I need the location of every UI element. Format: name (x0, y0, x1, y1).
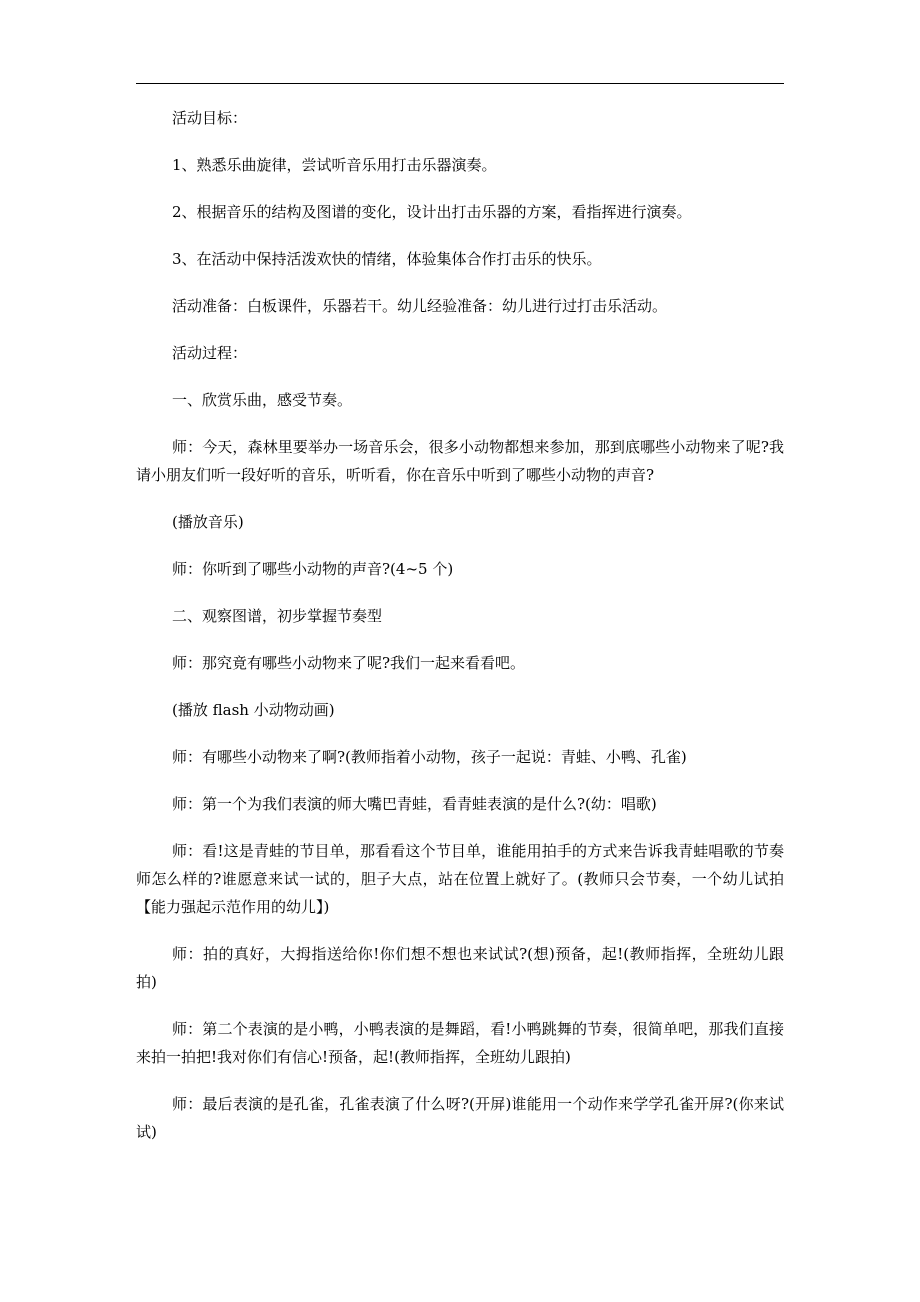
paragraph-section-2: 二、观察图谱，初步掌握节奏型 (172, 607, 383, 625)
header-rule (136, 83, 784, 84)
paragraph-teacher-praise: 师：拍的真好，大拇指送给你!你们想不想也来试试?(想)预备，起!(教师指挥，全班幼儿跟拍) (136, 945, 784, 991)
paragraph-section-1: 一、欣赏乐曲，感受节奏。 (172, 391, 353, 409)
paragraph-teacher-duck: 师：第二个表演的是小鸭，小鸭表演的是舞蹈，看!小鸭跳舞的节奏，很简单吧，那我们直接来拍一拍把!我对你们有信心!预备，起!(教师指挥，全班幼儿跟拍) (136, 1020, 784, 1066)
paragraph-goal-2: 2、根据音乐的结构及图谱的变化，设计出打击乐器的方案，看指挥进行演奏。 (172, 203, 692, 221)
paragraph-process-heading: 活动过程： (172, 344, 248, 362)
paragraph-play-music: (播放音乐) (172, 513, 244, 531)
paragraph-goal-1: 1、熟悉乐曲旋律，尝试听音乐用打击乐器演奏。 (172, 156, 497, 174)
paragraph-teacher-peacock: 师：最后表演的是孔雀，孔雀表演了什么呀?(开屏)谁能用一个动作来学学孔雀开屏?(你来试试) (136, 1095, 784, 1141)
paragraph-teacher-question: 师：你听到了哪些小动物的声音?(4~5 个) (172, 560, 454, 578)
paragraph-preparation: 活动准备：白板课件，乐器若干。幼儿经验准备：幼儿进行过打击乐活动。 (172, 297, 668, 315)
paragraph-play-flash: (播放 flash 小动物动画) (172, 701, 335, 719)
paragraph-goal-3: 3、在活动中保持活泼欢快的情绪，体验集体合作打击乐的快乐。 (172, 250, 602, 268)
paragraph-teacher-intro: 师：今天，森林里要举办一场音乐会，很多小动物都想来参加，那到底哪些小动物来了呢?我请小朋友们听一段好听的音乐，听听看，你在音乐中听到了哪些小动物的声音? (136, 438, 784, 484)
paragraph-teacher-which-animals: 师：那究竟有哪些小动物来了呢?我们一起来看看吧。 (172, 654, 526, 672)
document-body (136, 104, 784, 1165)
paragraph-activity-goals: 活动目标： (172, 109, 248, 127)
paragraph-teacher-animals-came: 师：有哪些小动物来了啊?(教师指着小动物，孩子一起说：青蛙、小鸭、孔雀) (172, 748, 687, 766)
paragraph-teacher-frog: 师：第一个为我们表演的师大嘴巴青蛙，看青蛙表演的是什么?(幼：唱歌) (172, 795, 657, 813)
paragraph-teacher-program: 师：看!这是青蛙的节目单，那看看这个节目单，谁能用拍手的方式来告诉我青蛙唱歌的节奏师怎么样的?谁愿意来试一试的，胆子大点，站在位置上就好了。(教师只会节奏，一个幼儿试拍 【能力强起示范作用的幼儿】) (136, 842, 784, 916)
